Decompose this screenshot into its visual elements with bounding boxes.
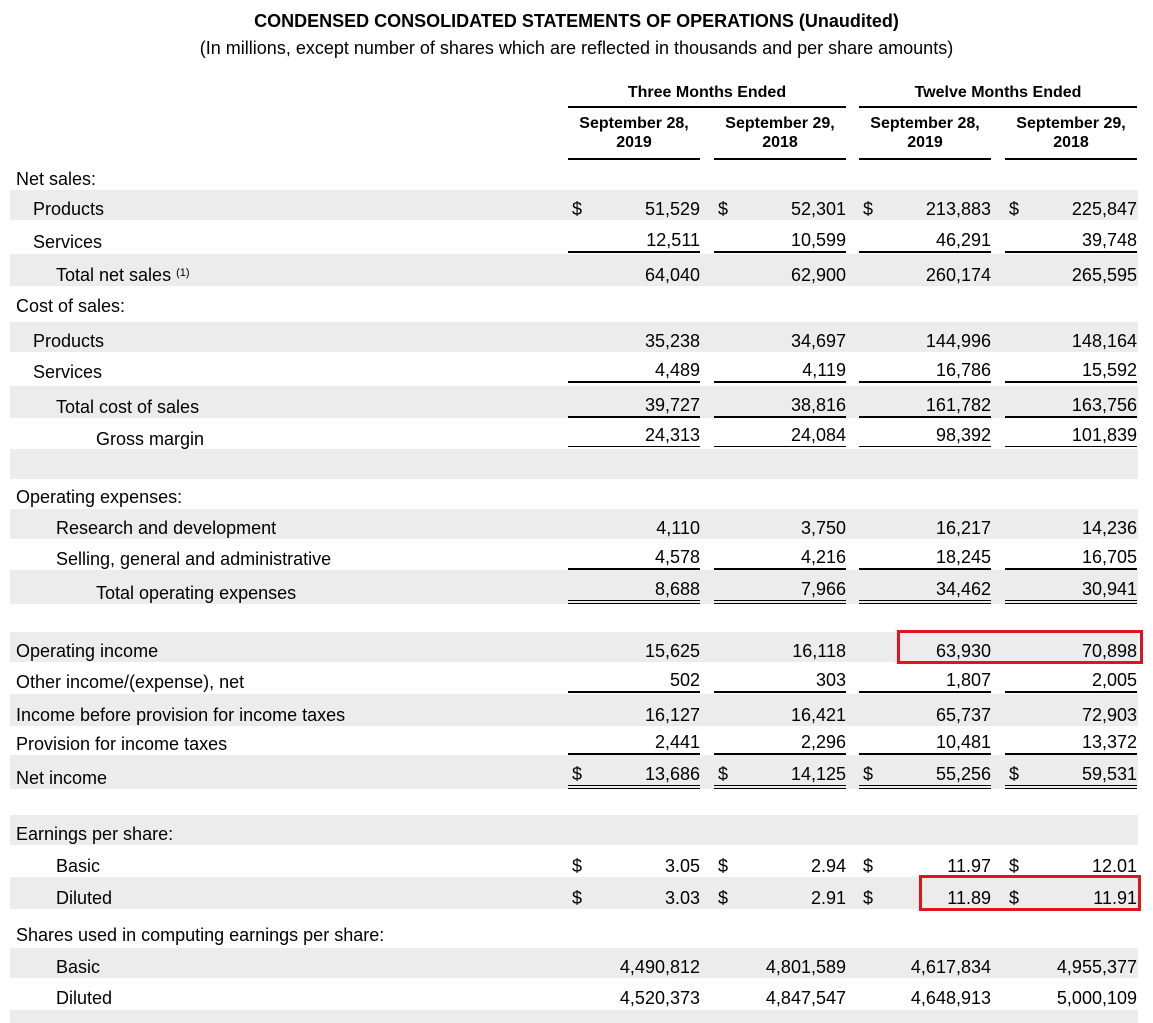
cell-value: 4,110 <box>656 518 700 538</box>
table-row <box>10 727 1138 755</box>
table-row <box>10 604 1138 632</box>
cell-value: 12.01 <box>1091 856 1137 876</box>
cell-value: 46,291 <box>935 230 991 250</box>
row-label-text: Gross margin <box>96 429 205 449</box>
cell-value: 72,903 <box>1081 705 1137 725</box>
table-row <box>10 166 1138 190</box>
row-label <box>33 198 104 220</box>
row-label-text: Diluted <box>56 888 113 908</box>
value-cell <box>1005 264 1137 286</box>
table-row <box>10 291 1138 317</box>
currency-symbol: $ <box>718 888 729 908</box>
table-row <box>10 570 1138 604</box>
value-cell <box>714 956 846 978</box>
table-row <box>10 948 1138 978</box>
currency-symbol: $ <box>1009 764 1020 784</box>
row-label <box>16 704 345 726</box>
table-row <box>10 509 1138 539</box>
currency-symbol: $ <box>718 764 729 784</box>
row-label-text: Net income <box>16 768 108 788</box>
value-cell <box>1005 546 1137 570</box>
cell-value: 16,118 <box>792 641 846 661</box>
value-cell <box>859 330 991 352</box>
table-row <box>10 979 1138 1009</box>
row-label <box>16 168 96 190</box>
value-cell <box>1005 855 1137 877</box>
table-row <box>10 789 1138 815</box>
column-header-line2: 2018 <box>1053 134 1089 151</box>
row-label-text: Net sales: <box>16 169 97 189</box>
table-row <box>10 480 1138 508</box>
row-label <box>16 486 182 508</box>
row-label-text: Total net sales <box>56 265 172 285</box>
row-label <box>33 330 104 352</box>
value-cell <box>568 987 700 1009</box>
value-cell <box>714 359 846 383</box>
cell-value: 13,686 <box>644 764 700 784</box>
cell-value: 4,955,377 <box>1056 957 1137 977</box>
row-label <box>33 361 102 383</box>
cell-value: 502 <box>669 670 700 690</box>
table-row <box>10 190 1138 220</box>
row-label <box>16 640 158 662</box>
cell-value: 2,441 <box>654 732 700 752</box>
cell-value: 64,040 <box>644 265 700 285</box>
value-cell <box>568 330 700 352</box>
value-cell <box>1005 198 1137 220</box>
row-label-text: Basic <box>56 856 101 876</box>
value-cell <box>1005 763 1137 789</box>
row-label-text: Shares used in computing earnings per share: <box>16 925 385 945</box>
row-label-text: Products <box>33 199 105 219</box>
value-cell <box>568 887 700 909</box>
value-cell <box>859 424 991 450</box>
cell-value: 303 <box>815 670 846 690</box>
cell-value: 16,421 <box>790 705 846 725</box>
table-row <box>10 322 1138 352</box>
cell-value: 98,392 <box>935 425 991 445</box>
table-row <box>10 1010 1138 1023</box>
row-label <box>56 396 199 418</box>
group-header: Twelve Months Ended <box>859 84 1137 108</box>
row-label-text: Products <box>33 331 105 351</box>
value-cell <box>714 578 846 604</box>
currency-symbol: $ <box>572 764 583 784</box>
value-cell <box>859 198 991 220</box>
table-row <box>10 694 1138 726</box>
cell-value: 34,462 <box>935 579 991 599</box>
row-label <box>56 887 112 909</box>
currency-symbol: $ <box>572 856 583 876</box>
cell-value: 4,847,547 <box>765 988 846 1008</box>
cell-value: 225,847 <box>1071 199 1137 219</box>
value-cell <box>568 763 700 789</box>
value-cell <box>568 546 700 570</box>
column-header-line1: September 29, <box>1016 115 1126 132</box>
row-label-text: Operating expenses: <box>16 487 183 507</box>
cell-value: 13,372 <box>1081 732 1137 752</box>
statement-subtitle: (In millions, except number of shares which are reflected in thousands and per share amounts) <box>199 38 954 58</box>
cell-value: 59,531 <box>1081 764 1137 784</box>
cell-value: 16,705 <box>1081 547 1137 567</box>
value-cell <box>568 578 700 604</box>
row-label <box>16 767 107 789</box>
cell-value: 2,005 <box>1091 670 1137 690</box>
value-cell <box>568 424 700 450</box>
cell-value: 62,900 <box>790 265 846 285</box>
row-label-text: Selling, general and administrative <box>56 549 332 569</box>
row-label <box>33 231 102 253</box>
cell-value: 51,529 <box>644 199 700 219</box>
column-header-line1: September 28, <box>870 115 980 132</box>
value-cell <box>859 956 991 978</box>
value-cell <box>714 264 846 286</box>
currency-symbol: $ <box>863 764 874 784</box>
value-cell <box>714 424 846 450</box>
row-label-text: Cost of sales: <box>16 296 126 316</box>
value-cell <box>1005 578 1137 604</box>
column-header-line2: 2019 <box>616 134 652 151</box>
row-label <box>56 987 112 1009</box>
cell-value: 2.91 <box>810 888 846 908</box>
value-cell <box>568 731 700 755</box>
currency-symbol: $ <box>1009 199 1020 219</box>
value-cell <box>714 855 846 877</box>
table-row <box>10 847 1138 877</box>
cell-value: 2,296 <box>800 732 846 752</box>
cell-value: 4,617,834 <box>910 957 991 977</box>
cell-value: 8,688 <box>654 579 700 599</box>
value-cell <box>714 640 846 662</box>
row-label <box>16 671 244 693</box>
cell-value: 265,595 <box>1071 265 1137 285</box>
value-cell <box>859 229 991 253</box>
value-cell <box>714 669 846 693</box>
row-label-text: Services <box>33 362 103 382</box>
value-cell <box>1005 517 1137 539</box>
value-cell <box>1005 704 1137 726</box>
value-cell <box>714 887 846 909</box>
row-label-text: Basic <box>56 957 101 977</box>
cell-value: 30,941 <box>1081 579 1137 599</box>
cell-value: 11.91 <box>1093 888 1137 908</box>
cell-value: 16,127 <box>644 705 700 725</box>
row-label-text: Diluted <box>56 988 113 1008</box>
value-cell <box>568 359 700 383</box>
value-cell <box>714 517 846 539</box>
table-row <box>10 386 1138 418</box>
value-cell <box>714 546 846 570</box>
row-label <box>16 295 125 317</box>
currency-symbol: $ <box>863 888 874 908</box>
column-header-cell <box>568 114 700 160</box>
cell-value: 7,966 <box>800 579 846 599</box>
cell-value: 39,748 <box>1081 230 1137 250</box>
value-cell <box>714 198 846 220</box>
cell-value: 24,313 <box>644 425 700 445</box>
cell-value: 39,727 <box>644 395 700 415</box>
value-cell <box>568 264 700 286</box>
row-label <box>56 956 100 978</box>
cell-value: 161,782 <box>925 395 991 415</box>
row-label <box>56 855 100 877</box>
cell-value: 148,164 <box>1071 331 1137 351</box>
highlight-box <box>919 875 1141 911</box>
highlight-box <box>897 630 1143 664</box>
row-label <box>56 548 331 570</box>
cell-value: 101,839 <box>1071 425 1137 445</box>
statement-title: CONDENSED CONSOLIDATED STATEMENTS OF OPERATIONS (Unaudited) <box>254 11 899 31</box>
value-cell <box>568 704 700 726</box>
value-cell <box>859 264 991 286</box>
value-cell <box>568 517 700 539</box>
cell-value: 5,000,109 <box>1056 988 1137 1008</box>
cell-value: 14,236 <box>1081 518 1137 538</box>
row-label <box>96 582 296 604</box>
value-cell <box>859 669 991 693</box>
currency-symbol: $ <box>1009 888 1020 908</box>
cell-value: 70,898 <box>1081 641 1137 661</box>
cell-value: 18,245 <box>935 547 991 567</box>
currency-symbol: $ <box>572 888 583 908</box>
value-cell <box>859 763 991 789</box>
currency-symbol: $ <box>863 856 874 876</box>
cell-value: 15,625 <box>644 641 700 661</box>
cell-value: 4,216 <box>800 547 846 567</box>
cell-value: 16,217 <box>935 518 991 538</box>
value-cell <box>859 578 991 604</box>
cell-value: 4,578 <box>654 547 700 567</box>
footnote-marker: (1) <box>176 267 190 279</box>
value-cell <box>568 640 700 662</box>
value-cell <box>1005 394 1137 418</box>
value-cell <box>568 669 700 693</box>
cell-value: 4,520,373 <box>619 988 700 1008</box>
column-header-line1: September 28, <box>579 115 689 132</box>
row-label <box>56 517 276 539</box>
cell-value: 4,119 <box>802 360 846 380</box>
cell-value: 144,996 <box>925 331 991 351</box>
cell-value: 260,174 <box>925 265 991 285</box>
cell-value: 55,256 <box>935 764 991 784</box>
table-row <box>10 254 1138 286</box>
row-label <box>16 924 384 946</box>
value-cell <box>1005 956 1137 978</box>
value-cell <box>1005 669 1137 693</box>
table-row <box>10 916 1138 946</box>
value-cell <box>1005 731 1137 755</box>
cell-value: 65,737 <box>935 705 991 725</box>
value-cell <box>859 394 991 418</box>
cell-value: 11.97 <box>947 856 991 876</box>
value-cell <box>568 229 700 253</box>
currency-symbol: $ <box>863 199 874 219</box>
column-header-line2: 2018 <box>762 134 798 151</box>
table-row <box>10 418 1138 450</box>
cell-value: 15,592 <box>1081 360 1137 380</box>
cell-value: 63,930 <box>935 641 991 661</box>
row-label-text: Earnings per share: <box>16 824 174 844</box>
cell-value: 34,697 <box>790 331 846 351</box>
cell-value: 35,238 <box>644 331 700 351</box>
value-cell <box>859 546 991 570</box>
value-cell <box>568 855 700 877</box>
row-label-text: Total cost of sales <box>56 397 200 417</box>
row-label-text: Total operating expenses <box>96 583 297 603</box>
currency-symbol: $ <box>718 856 729 876</box>
row-label <box>16 733 227 755</box>
value-cell <box>1005 229 1137 253</box>
value-cell <box>714 763 846 789</box>
cell-value: 3.05 <box>664 856 700 876</box>
cell-value: 3,750 <box>800 518 846 538</box>
cell-value: 24,084 <box>790 425 846 445</box>
cell-value: 38,816 <box>790 395 846 415</box>
cell-value: 4,648,913 <box>910 988 991 1008</box>
column-header-line2: 2019 <box>907 134 943 151</box>
cell-value: 4,490,812 <box>619 957 700 977</box>
value-cell <box>714 394 846 418</box>
table-row <box>10 755 1138 789</box>
row-label-text: Operating income <box>16 641 159 661</box>
value-cell <box>859 731 991 755</box>
cell-value: 213,883 <box>925 199 991 219</box>
value-cell <box>859 517 991 539</box>
cell-value: 16,786 <box>935 360 991 380</box>
cell-value: 12,511 <box>646 230 700 250</box>
cell-value: 3.03 <box>664 888 700 908</box>
value-cell <box>714 704 846 726</box>
value-cell <box>568 198 700 220</box>
currency-symbol: $ <box>1009 856 1020 876</box>
row-label <box>96 428 204 450</box>
cell-value: 2.94 <box>810 856 846 876</box>
cell-value: 4,489 <box>654 360 700 380</box>
row-label <box>56 262 190 286</box>
cell-value: 10,599 <box>790 230 846 250</box>
row-label <box>16 823 173 845</box>
column-header-cell <box>714 114 846 160</box>
table-row <box>10 815 1138 845</box>
value-cell <box>568 394 700 418</box>
value-cell <box>714 229 846 253</box>
value-cell <box>859 987 991 1009</box>
value-cell <box>859 704 991 726</box>
value-cell <box>859 855 991 877</box>
currency-symbol: $ <box>718 199 729 219</box>
row-label-text: Provision for income taxes <box>16 734 228 754</box>
value-cell <box>568 956 700 978</box>
table-row <box>10 353 1138 383</box>
table-row <box>10 449 1138 479</box>
cell-value: 4,801,589 <box>765 957 846 977</box>
value-cell <box>1005 987 1137 1009</box>
column-header-cell <box>859 114 991 160</box>
value-cell <box>1005 359 1137 383</box>
row-label-text: Research and development <box>56 518 277 538</box>
cell-value: 11.89 <box>947 888 991 908</box>
value-cell <box>714 731 846 755</box>
table-row <box>10 663 1138 693</box>
row-label-text: Income before provision for income taxes <box>16 705 346 725</box>
cell-value: 163,756 <box>1071 395 1137 415</box>
table-row <box>10 223 1138 253</box>
table-row <box>10 540 1138 570</box>
cell-value: 1,807 <box>945 670 991 690</box>
column-header-cell <box>1005 114 1137 160</box>
cell-value: 52,301 <box>790 199 846 219</box>
value-cell <box>714 330 846 352</box>
cell-value: 10,481 <box>935 732 991 752</box>
cell-value: 14,125 <box>790 764 846 784</box>
row-label-text: Other income/(expense), net <box>16 672 245 692</box>
column-header-line1: September 29, <box>725 115 835 132</box>
group-header: Three Months Ended <box>568 84 846 108</box>
value-cell <box>1005 424 1137 450</box>
value-cell <box>1005 330 1137 352</box>
row-label-text: Services <box>33 232 103 252</box>
currency-symbol: $ <box>572 199 583 219</box>
value-cell <box>859 359 991 383</box>
value-cell <box>714 987 846 1009</box>
